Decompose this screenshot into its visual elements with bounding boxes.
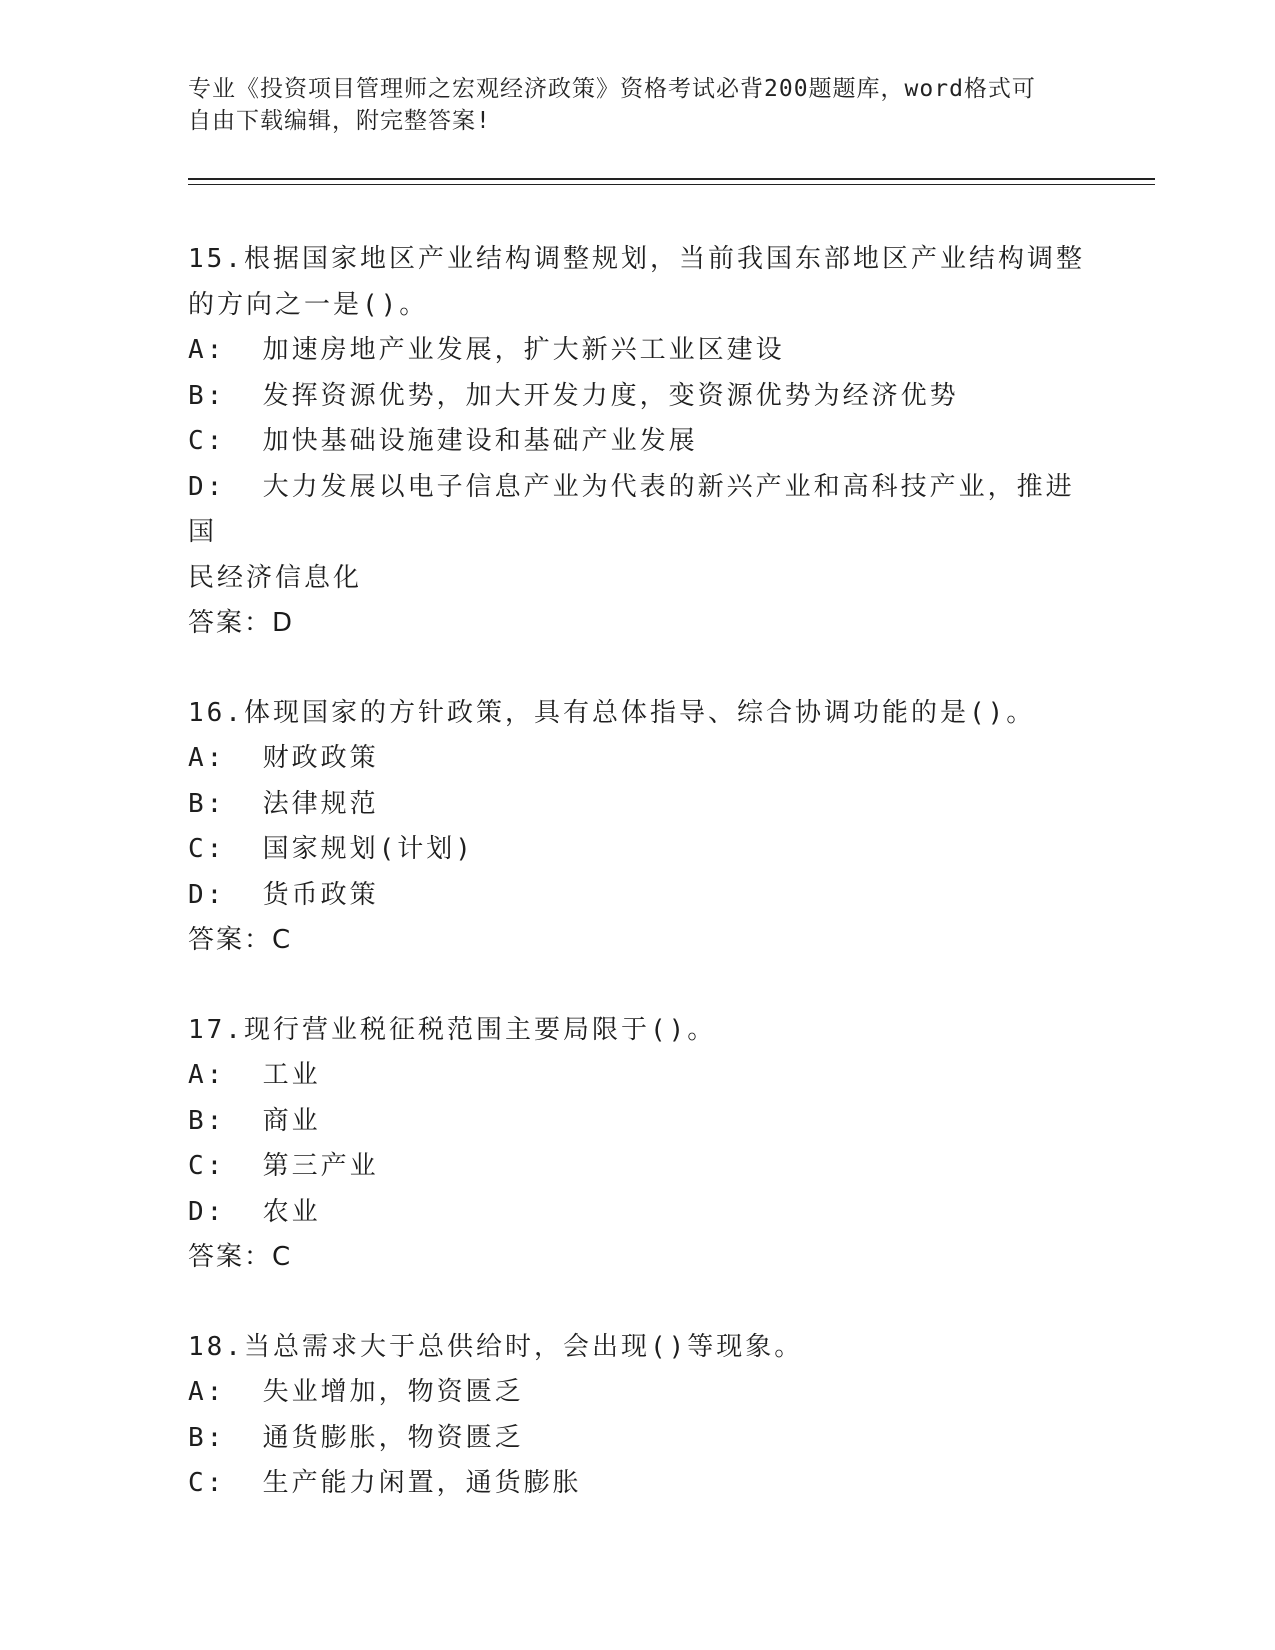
answer: 答案：C bbox=[188, 925, 293, 955]
option-a: A: 失业增加，物资匮乏 bbox=[188, 1377, 524, 1407]
option-b: B: 商业 bbox=[188, 1105, 321, 1136]
option-b: B: 发挥资源优势，加大开发力度，变资源优势为经济优势 bbox=[188, 380, 959, 411]
question-15 bbox=[188, 237, 1088, 647]
option-b: B: 通货膨胀，物资匮乏 bbox=[188, 1422, 524, 1453]
question-16 bbox=[188, 691, 1088, 964]
document-header bbox=[188, 73, 1088, 137]
option-a: A: 工业 bbox=[188, 1060, 321, 1090]
question-stem: 18.当总需求大于总供给时，会出现()等现象。 bbox=[188, 1331, 804, 1362]
question-stem: 15.根据国家地区产业结构调整规划，当前我国东部地区产业结构调整 bbox=[188, 244, 1085, 274]
option-a: A: 财政政策 bbox=[188, 743, 379, 773]
option-d-continued: 民经济信息化 bbox=[188, 562, 363, 593]
option-c: C: 加快基础设施建设和基础产业发展 bbox=[188, 426, 698, 456]
option-d: D: 农业 bbox=[188, 1196, 321, 1227]
option-c: C: 第三产业 bbox=[188, 1151, 379, 1181]
option-c: C: 国家规划(计划) bbox=[188, 834, 474, 864]
header-divider bbox=[188, 178, 1155, 185]
option-a: A: 加速房地产业发展，扩大新兴工业区建设 bbox=[188, 335, 785, 365]
question-18 bbox=[188, 1325, 1088, 1507]
answer: 答案：D bbox=[188, 608, 295, 638]
option-b: B: 法律规范 bbox=[188, 788, 379, 819]
option-d: D: 大力发展以电子信息产业为代表的新兴产业和高科技产业，推进国 bbox=[188, 471, 1075, 547]
question-stem: 17.现行营业税征税范围主要局限于()。 bbox=[188, 1014, 717, 1045]
header-title-line-1: 专业《投资项目管理师之宏观经济政策》资格考试必背200题题库，word格式可 bbox=[188, 76, 1036, 102]
answer: 答案：C bbox=[188, 1242, 293, 1272]
question-17 bbox=[188, 1008, 1088, 1281]
question-stem-continued: 的方向之一是()。 bbox=[188, 289, 429, 320]
question-stem: 16.体现国家的方针政策，具有总体指导、综合协调功能的是()。 bbox=[188, 697, 1036, 728]
option-d: D: 货币政策 bbox=[188, 879, 379, 910]
option-c: C: 生产能力闲置，通货膨胀 bbox=[188, 1468, 582, 1498]
question-list bbox=[188, 237, 1088, 1551]
header-title-line-2: 自由下载编辑，附完整答案! bbox=[188, 108, 491, 134]
